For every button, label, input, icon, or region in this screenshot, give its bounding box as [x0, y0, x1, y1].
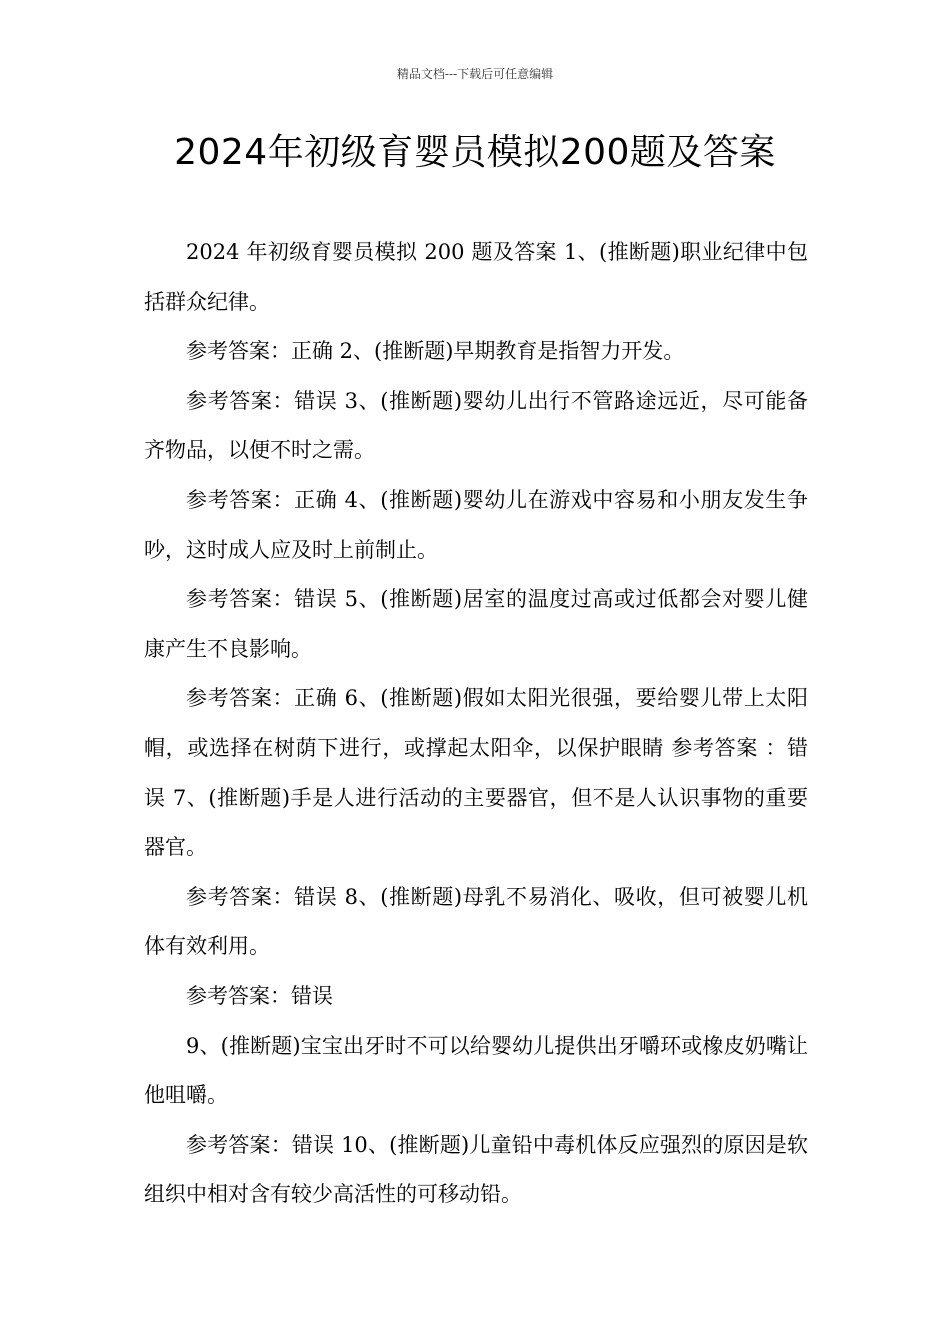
paragraph-4: 参考答案：正确 4、(推断题)婴幼儿在游戏中容易和小朋友发生争吵，这时成人应及时上前制止。: [144, 487, 808, 562]
document-body: [144, 228, 808, 1220]
paragraph-5: 参考答案：错误 5、(推断题)居室的温度过高或过低都会对婴儿健康产生不良影响。: [144, 587, 808, 661]
paragraph-9: 9、(推断题)宝宝出牙时不可以给婴幼儿提供出牙嚼环或橡皮奶嘴让他咀嚼。: [144, 1033, 808, 1108]
header-note: 精品文档---下载后可任意编辑: [396, 67, 554, 81]
paragraph-8: 参考答案：错误: [186, 983, 333, 1008]
paragraph-6: 参考答案：正确 6、(推断题)假如太阳光很强，要给婴儿带上太阳帽，或选择在树荫下进行，或撑起太阳伞，以保护眼睛 参考答案 ：错误 7、(推断题)手是人进行活动的主要器官，但不是人认识事物的重要器官。: [144, 686, 808, 860]
paragraph-3: 参考答案：错误 3、(推断题)婴幼儿出行不管路途远近，尽可能备齐物品，以便不时之需。: [144, 388, 808, 463]
document-title: 2024年初级育婴员模拟200题及答案: [174, 132, 776, 173]
paragraph-10: 参考答案：错误 10、(推断题)儿童铅中毒机体反应强烈的原因是软组织中相对含有较少高活性的可移动铅。: [144, 1132, 808, 1207]
paragraph-1: 2024 年初级育婴员模拟 200 题及答案 1、(推断题)职业纪律中包括群众纪律。: [144, 240, 808, 314]
paragraph-2: 参考答案：正确 2、(推断题)早期教育是指智力开发。: [186, 339, 685, 364]
paragraph-7: 参考答案：错误 8、(推断题)母乳不易消化、吸收，但可被婴儿机体有效利用。: [144, 884, 808, 959]
